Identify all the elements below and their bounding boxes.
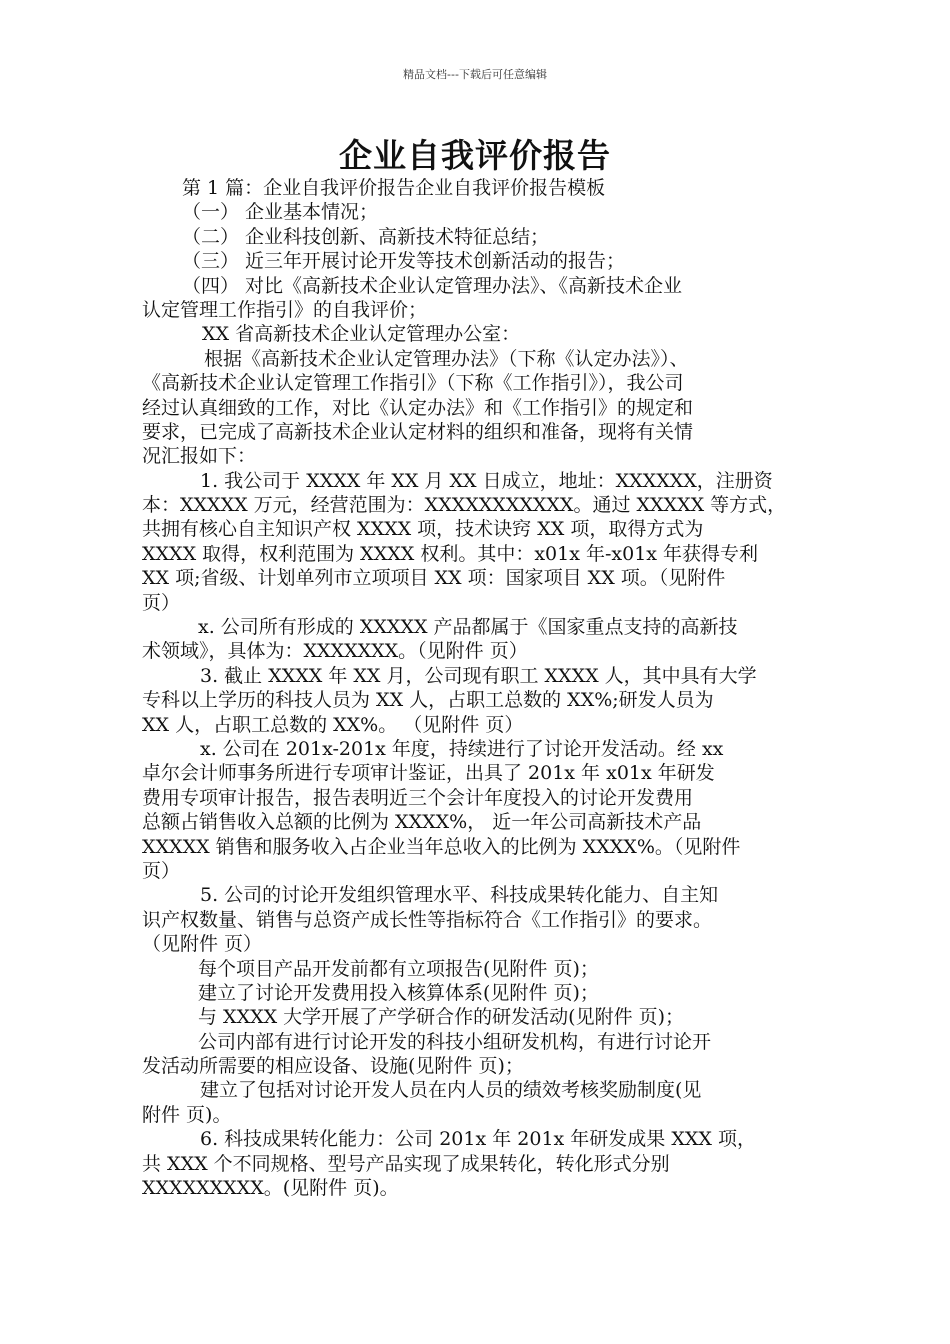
body-line: 术领域》，具体为：XXXXXXX。（见附件 页） [142,640,528,663]
body-line: 页） [142,859,181,882]
body-line: （四） 对比《高新技术企业认定管理办法》、《高新技术企业 [182,274,683,297]
body-line: 卓尔会计师事务所进行专项审计鉴证，出具了 201x 年 x01x 年研发 [142,762,715,785]
body-line: （三） 近三年开展讨论开发等技术创新活动的报告； [182,250,626,273]
body-line: 经过认真细致的工作，对比《认定办法》和《工作指引》的规定和 [142,396,694,419]
body-line: 识产权数量、销售与总资产成长性等指标符合《工作指引》的要求。 [142,908,713,931]
body-line: 共拥有核心自主知识产权 XXXX 项，技术诀窍 XX 项，取得方式为 [142,518,704,541]
body-line: 专科以上学历的科技人员为 XX 人，占职工总数的 XX%;研发人员为 [142,689,714,712]
body-line: XXXXX 销售和服务收入占企业当年总收入的比例为 XXXX%。（见附件 [142,835,741,858]
body-line: 认定管理工作指引》的自我评价； [142,298,428,321]
body-line: 页） [142,591,181,614]
body-line: 况汇报如下： [142,445,257,468]
body-line: x. 公司所有形成的 XXXXX 产品都属于《国家重点支持的高新技 [198,616,738,639]
document-body [142,176,812,1200]
body-line: 5. 公司的讨论开发组织管理水平、科技成果转化能力、自主知 [200,884,719,907]
body-line: 1. 我公司于 XXXX 年 XX 月 XX 日成立，地址：XXXXXX，注册资 [200,469,773,492]
document-title: 企业自我评价报告 [339,136,611,175]
body-line: （见附件 页） [142,933,263,956]
body-line: 建立了讨论开发费用投入核算体系(见附件 页)； [198,981,599,1004]
body-line: 本：XXXXX 万元，经营范围为：XXXXXXXXXXX。通过 XXXXX 等方式， [142,494,787,517]
body-line: XX 项;省级、计划单列市立项项目 XX 项：国家项目 XX 项。（见附件 [142,567,726,590]
page-header-note: 精品文档---下载后可任意编辑 [403,68,547,81]
body-line: （二） 企业科技创新、高新技术特征总结； [182,225,550,248]
body-line: XX 人，占职工总数的 XX%。 （见附件 页） [142,713,524,736]
body-line: 第 1 篇：企业自我评价报告企业自我评价报告模板 [182,177,606,199]
body-line: 总额占销售收入总额的比例为 XXXX%， 近一年公司高新技术产品 [142,811,702,834]
body-line: 根据《高新技术企业认定管理办法》（下称《认定办法》）、 [204,347,689,370]
body-line: 建立了包括对讨论开发人员在内人员的绩效考核奖励制度(见 [200,1079,702,1102]
body-line: （一） 企业基本情况； [182,201,379,224]
body-line: 发活动所需要的相应设备、设施(见附件 页)； [142,1055,524,1078]
body-line: 共 XXX 个不同规格、型号产品实现了成果转化，转化形式分别 [142,1152,670,1175]
body-line: 要求，已完成了高新技术企业认定材料的组织和准备，现将有关情 [142,420,694,443]
body-line: 附件 页)。 [142,1103,232,1126]
body-line: XX 省高新技术企业认定管理办公室： [202,323,521,346]
body-line: 6. 科技成果转化能力：公司 201x 年 201x 年研发成果 XXX 项， [200,1128,756,1151]
body-line: XXXX 取得，权利范围为 XXXX 权利。其中：x01x 年-x01x 年获得专利 [142,542,759,565]
body-line: x. 公司在 201x-201x 年度，持续进行了讨论开发活动。经 xx [200,737,724,760]
body-line: XXXXXXXXX。(见附件 页)。 [142,1177,399,1200]
body-line: 与 XXXX 大学开展了产学研合作的研发活动(见附件 页)； [198,1006,685,1029]
body-line: 费用专项审计报告，报告表明近三个会计年度投入的讨论开发费用 [142,786,694,809]
body-line: 3. 截止 XXXX 年 XX 月，公司现有职工 XXXX 人，其中具有大学 [200,664,757,687]
body-line: 公司内部有进行讨论开发的科技小组研发机构，有进行讨论开 [198,1030,712,1053]
body-line: 每个项目产品开发前都有立项报告(见附件 页)； [198,957,599,980]
body-line: 《高新技术企业认定管理工作指引》（下称《工作指引》），我公司 [142,372,684,395]
